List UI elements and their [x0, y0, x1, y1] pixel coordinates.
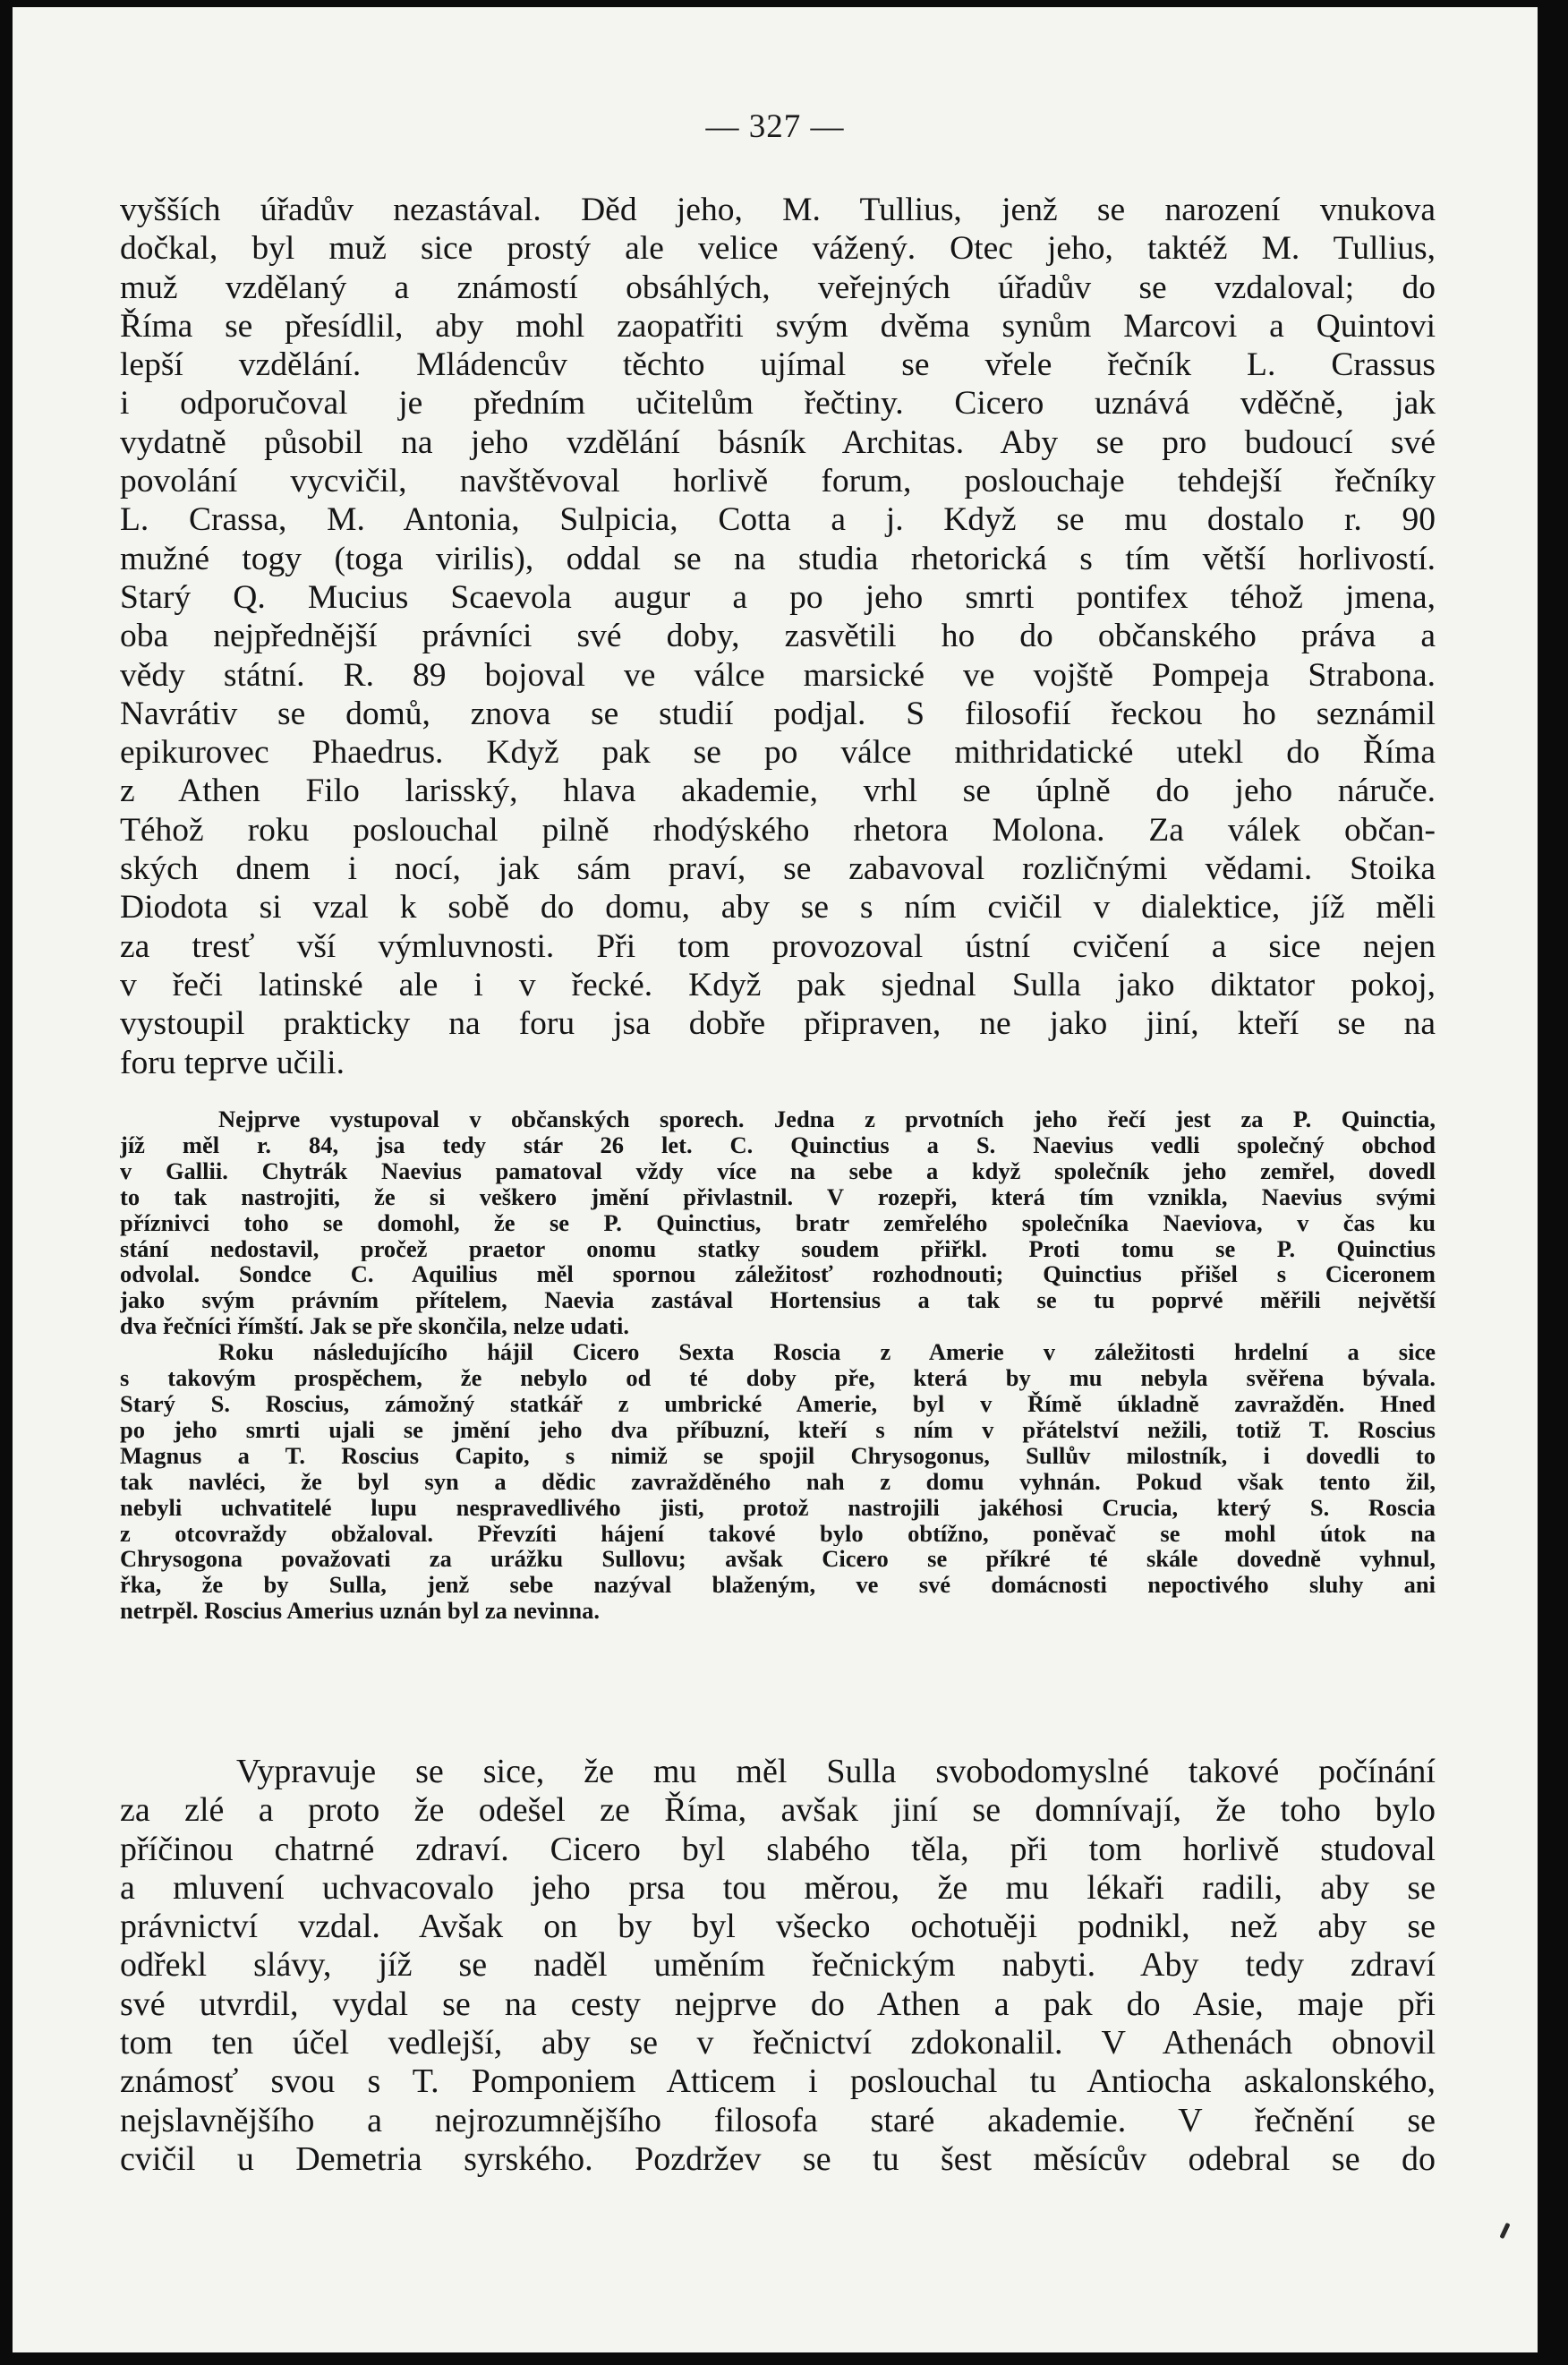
note-line: to tak nastrojiti, že si veškero jmění přivlastnil. V rozepři, která tím vznikla, Naevius svými	[120, 1183, 1436, 1210]
note-line: v Gallii. Chytrák Naevius pamatoval vždy více na sebe a když společník jeho zemřel, dovedl	[120, 1157, 1436, 1184]
text-line: foru teprve učili.	[120, 1044, 345, 1081]
note-line: tak navléci, že byl syn a dědic zavražděného nah z domu vyhnán. Pokud však tento žil,	[120, 1468, 1436, 1495]
text-line: vědy státní. R. 89 bojoval ve válce marsické ve vojště Pompeja Strabona.	[120, 656, 1436, 694]
text-line: L. Crassa, M. Antonia, Sulpicia, Cotta a j. Když se mu dostalo r. 90	[120, 501, 1436, 539]
text-line: Diodota si vzal k sobě do domu, aby se s ním cvičil v dialektice, jíž měli	[120, 889, 1436, 926]
note-line: netrpěl. Roscius Amerius uznán byl za nevinna.	[120, 1598, 600, 1625]
note-line: Chrysogona považovati za urážku Sullovu; avšak Cicero se příkré té skále dovedně vyhnul,	[120, 1546, 1436, 1573]
text-line: cvičil u Demetria syrského. Pozdržev se tu šest měsícův odebral se do	[120, 2139, 1436, 2178]
text-line: vyšších úřadův nezastával. Děd jeho, M. Tullius, jenž se narození vnukova	[120, 192, 1436, 228]
main-text-bottom	[120, 1753, 1436, 2179]
text-line: vystoupil prakticky na foru jsa dobře připraven, ne jako jiní, kteří se na	[120, 1005, 1436, 1043]
text-line: Navrátiv se domů, znova se studií podjal. S filosofií řeckou ho seznámil	[120, 695, 1436, 732]
note-line: stání nedostavil, pročež praetor onomu statky soudem přiřkl. Proti tomu se P. Quinctius	[120, 1235, 1436, 1262]
note-line: s takovým prospěchem, že nebylo od té doby pře, která by mu nebyla svěřena bývala.	[120, 1365, 1436, 1391]
note-line: jako svým právním přítelem, Naevia zastával Hortensius a tak se tu poprvé měřili největší	[120, 1287, 1436, 1314]
small-print-note	[120, 1106, 1436, 1624]
note-line: nebyli uchvatitelé lupu nespravedlivého jisti, protož nastrojili jakéhosi Crucia, který S. Roscia	[120, 1494, 1436, 1521]
text-line: z Athen Filo larisský, hlava akademie, vrhl se úplně do jeho náruče.	[120, 773, 1436, 810]
note-line: Roku následujícího hájil Cicero Sexta Roscia z Amerie v záležitosti hrdelní a sice	[218, 1339, 1436, 1366]
page-number: — 327 —	[705, 108, 845, 145]
text-line: příčinou chatrné zdraví. Cicero byl slabého těla, při tom horlivě studoval	[120, 1830, 1436, 1868]
text-line: právnictví vzdal. Avšak on by byl všecko ochotuěji podnikl, než aby se	[120, 1908, 1436, 1946]
note-line: příznivci toho se domohl, že se P. Quinctius, bratr zemřelého společníka Naeviova, v čas ku	[120, 1209, 1436, 1236]
note-line: z otcovraždy obžaloval. Převzíti hájení takové bylo obtížno, poněvač se mohl útok na	[120, 1520, 1436, 1547]
note-line: Magnus a T. Roscius Capito, s nimiž se spojil Chrysogonus, Sullův milostník, i dovedli to	[120, 1442, 1436, 1469]
text-line: vydatně působil na jeho vzdělání básník Architas. Aby se pro budoucí své	[120, 423, 1436, 461]
text-line: za tresť vší výmluvnosti. Při tom provozoval ústní cvičení a sice nejen	[120, 927, 1436, 965]
note-line: Nejprve vystupoval v občanských sporech. Jedna z prvotních jeho řečí jest za P. Quinctia,	[218, 1106, 1436, 1132]
text-line: za zlé a proto že odešel ze Říma, avšak jiní se domnívají, že toho bylo	[120, 1791, 1436, 1830]
text-line: i odporučoval je předním učitelům řečtiny. Cicero uznává vděčně, jak	[120, 385, 1436, 423]
ink-speck	[1499, 2223, 1510, 2239]
book-page	[13, 7, 1538, 2352]
text-line: známosť svou s T. Pomponiem Atticem i poslouchal tu Antiocha askalonského,	[120, 2062, 1436, 2101]
text-line: oba nejpřednější právníci své doby, zasvětili ho do občanského práva a	[120, 618, 1436, 655]
text-line: Starý Q. Mucius Scaevola augur a po jeho smrti pontifex téhož jmena,	[120, 578, 1436, 616]
note-line: dva řečníci římští. Jak se pře skončila, nelze udati.	[120, 1313, 629, 1340]
text-line: Vypravuje se sice, že mu měl Sulla svobodomyslné takové počínání	[236, 1753, 1436, 1790]
text-line: své utvrdil, vydal se na cesty nejprve do Athen a pak do Asie, maje při	[120, 1985, 1436, 2023]
note-line: po jeho smrti ujali se jmění jeho dva příbuzní, kteří s ním v přátelství nežili, totiž T. Roscius	[120, 1416, 1436, 1443]
text-line: lepší vzdělání. Mládencův těchto ujímal se vřele řečník L. Crassus	[120, 346, 1436, 384]
main-text-top	[120, 191, 1436, 1082]
text-line: Téhož roku poslouchal pilně rhodýského rhetora Molona. Za válek občan-	[120, 811, 1436, 849]
text-line: tom ten účel vedlejší, aby se v řečnictví zdokonalil. V Athenách obnovil	[120, 2024, 1436, 2062]
text-line: ských dnem i nocí, jak sám praví, se zabavoval rozličnými vědami. Stoika	[120, 850, 1436, 888]
text-line: povolání vycvičil, navštěvoval horlivě forum, poslouchaje tehdejší řečníky	[120, 463, 1436, 500]
text-line: Říma se přesídlil, aby mohl zaopatřiti svým dvěma synům Marcovi a Quintovi	[120, 307, 1436, 345]
text-line: v řeči latinské ale i v řecké. Když pak sjednal Sulla jako diktator pokoj,	[120, 966, 1436, 1003]
text-line: mužné togy (toga virilis), oddal se na studia rhetorická s tím větší horlivostí.	[120, 540, 1436, 577]
note-line: jíž měl r. 84, jsa tedy stár 26 let. C. Quinctius a S. Naevius vedli společný obchod	[120, 1131, 1436, 1158]
note-line: řka, že by Sulla, jenž sebe nazýval blaženým, ve své domácnosti nepoctivého sluhy ani	[120, 1572, 1436, 1599]
note-line: odvolal. Sondce C. Aquilius měl spornou záležitosť rozhodnouti; Quinctius přišel s Ciceronem	[120, 1261, 1436, 1288]
text-line: nejslavnějšího a nejrozumnějšího filosofa staré akademie. V řečnění se	[120, 2101, 1436, 2139]
text-line: epikurovec Phaedrus. Když pak se po válce mithridatické utekl do Říma	[120, 734, 1436, 772]
text-line: muž vzdělaný a známostí obsáhlých, veřejných úřadův se vzdaloval; do	[120, 269, 1436, 306]
text-line: odřekl slávy, jíž se naděl uměním řečnickým nabyti. Aby tedy zdraví	[120, 1946, 1436, 1985]
text-line: a mluvení uchvacovalo jeho prsa tou měrou, že mu lékaři radili, aby se	[120, 1868, 1436, 1907]
text-line: dočkal, byl muž sice prostý ale velice vážený. Otec jeho, taktéž M. Tullius,	[120, 230, 1436, 268]
note-line: Starý S. Roscius, zámožný statkář z umbrické Amerie, byl v Římě úkladně zavražděn. Hned	[120, 1390, 1436, 1417]
